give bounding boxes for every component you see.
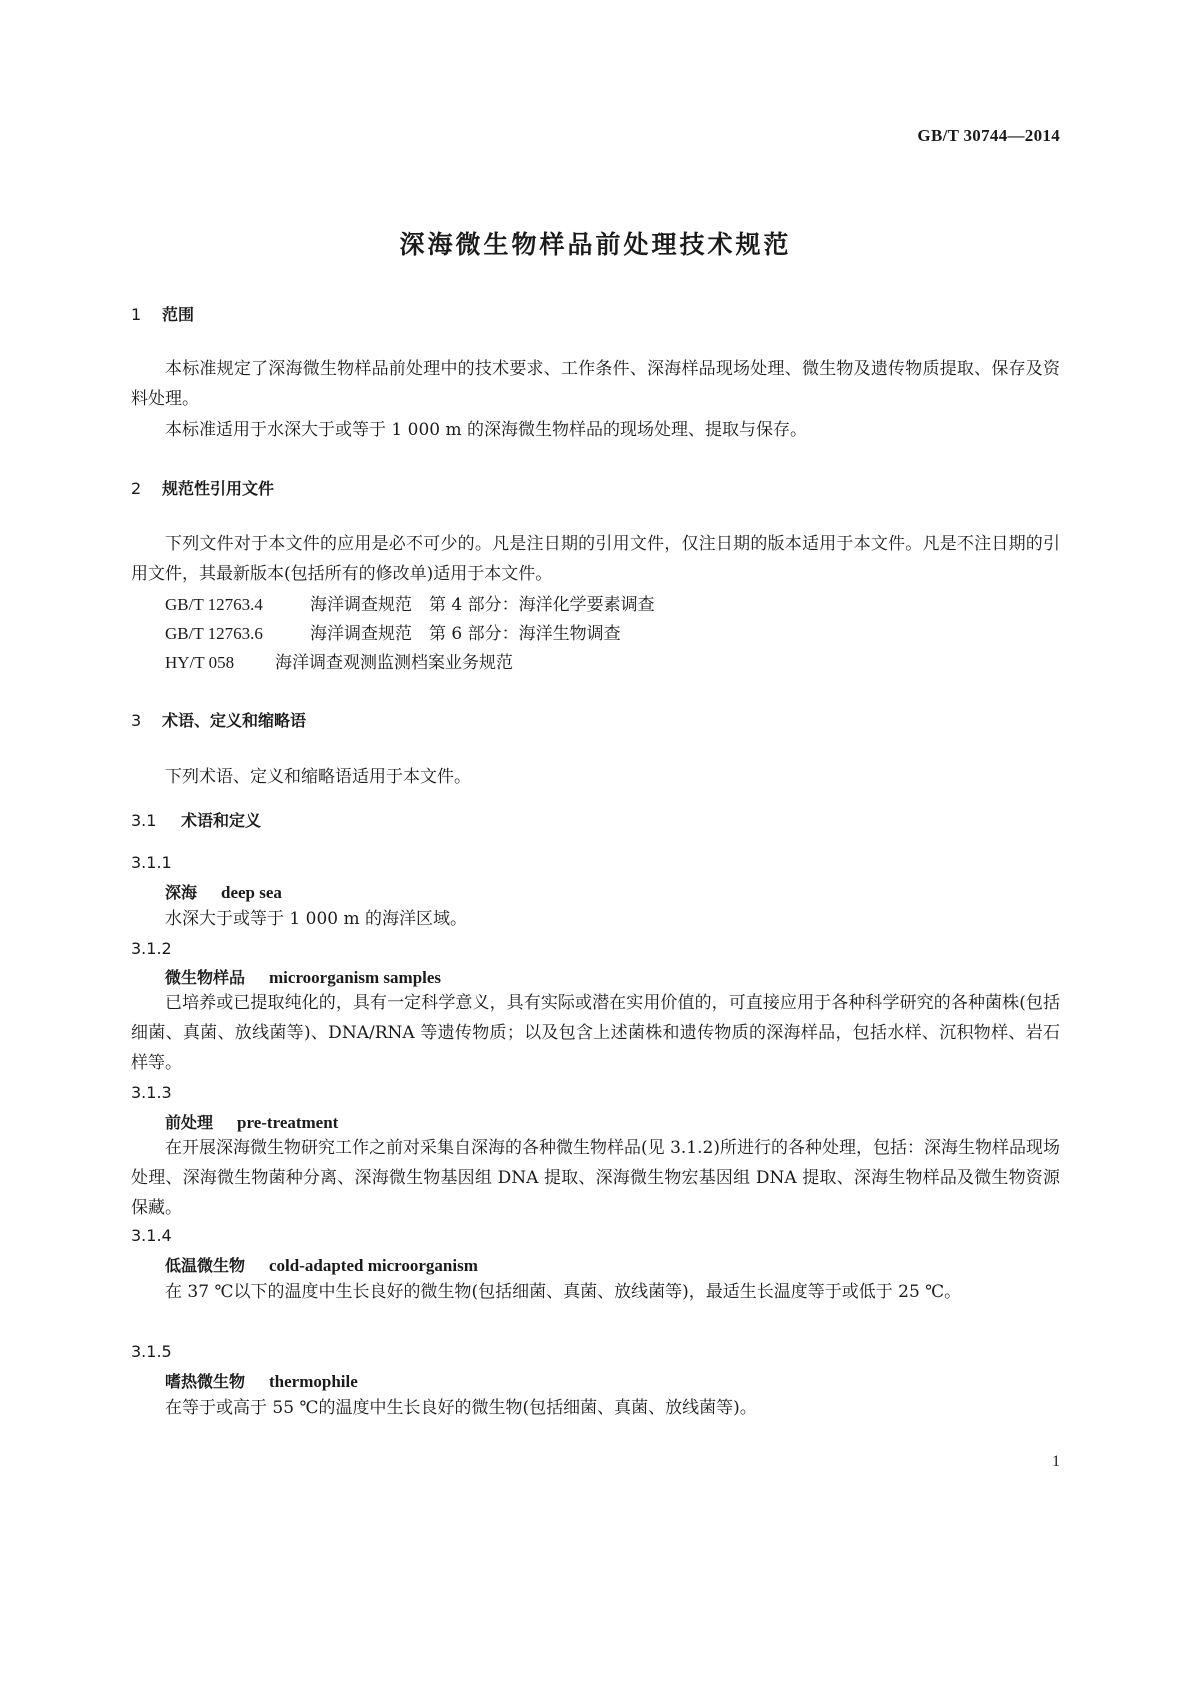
reference-name: 海洋调查规范 第 6 部分：海洋生物调查 [310, 624, 621, 644]
term-number: 3.1.5 [131, 1342, 172, 1361]
term-chinese: 嗜热微生物 [165, 1372, 246, 1391]
term-number: 3.1.3 [131, 1083, 172, 1102]
term-chinese: 低温微生物 [165, 1256, 246, 1275]
term-number: 3.1.4 [131, 1226, 172, 1245]
term-heading [165, 880, 282, 903]
term-english: pre-treatment [237, 1113, 339, 1132]
document-title: 深海微生物样品前处理技术规范 [399, 230, 792, 259]
section-title: 范围 [162, 305, 195, 324]
section-2-heading [131, 476, 274, 499]
term-definition: 在 37 ℃以下的温度中生长良好的微生物(包括细菌、真菌、放线菌等)，最适生长温度等于或低于 25 ℃。 [165, 1282, 962, 1302]
term-heading [165, 1253, 478, 1276]
normative-reference [165, 648, 513, 673]
reference-code: GB/T 12763.4 [165, 595, 263, 614]
term-number: 3.1.2 [131, 939, 172, 958]
term-definition: 在开展深海微生物研究工作之前对采集自深海的各种微生物样品(见 3.1.2)所进行的各种处理，包括：深海生物样品现场处理、深海微生物菌种分离、深海微生物基因组 DNA 提取、深海微生物宏基因组 DNA 提取、深海生物样品及微生物资源保藏。 [131, 1138, 1060, 1218]
term-english: thermophile [269, 1372, 358, 1391]
section-1-heading [131, 302, 194, 325]
term-heading [165, 1369, 358, 1392]
reference-code: HY/T 058 [165, 653, 235, 672]
section-1-paragraph-1: 本标准规定了深海微生物样品前处理中的技术要求、工作条件、深海样品现场处理、微生物及遗传物质提取、保存及资料处理。 [131, 359, 1060, 409]
reference-code: GB/T 12763.6 [165, 624, 263, 643]
section-3-heading [131, 708, 306, 731]
term-definition: 已培养或已提取纯化的，具有一定科学意义，具有实际或潜在实用价值的，可直接应用于各种科学研究的各种菌株(包括细菌、真菌、放线菌等)、DNA/RNA 等遗传物质；以及包含上述菌株和遗传物质的深海样品，包括水样、沉积物样、岩石样等。 [131, 993, 1060, 1073]
term-heading [165, 965, 441, 988]
term-english: cold-adapted microorganism [269, 1256, 478, 1275]
term-chinese: 深海 [165, 883, 198, 902]
term-heading [165, 1110, 338, 1133]
section-title: 规范性引用文件 [162, 479, 275, 498]
section-title: 术语、定义和缩略语 [162, 711, 307, 730]
subsection-number: 3.1 [131, 811, 157, 830]
subsection-title: 术语和定义 [181, 811, 262, 830]
term-english: microorganism samples [269, 968, 442, 987]
normative-reference [165, 590, 655, 615]
reference-name: 海洋调查规范 第 4 部分：海洋化学要素调查 [310, 595, 655, 615]
section-number: 1 [131, 305, 142, 324]
section-number: 2 [131, 479, 142, 498]
term-definition: 水深大于或等于 1 000 m 的海洋区域。 [165, 909, 467, 929]
section-number: 3 [131, 711, 142, 730]
section-1-paragraph-2: 本标准适用于水深大于或等于 1 000 m 的深海微生物样品的现场处理、提取与保存。 [165, 420, 807, 440]
normative-reference [165, 619, 621, 644]
term-definition: 在等于或高于 55 ℃的温度中生长良好的微生物(包括细菌、真菌、放线菌等)。 [165, 1398, 757, 1418]
standard-number: GB/T 30744—2014 [917, 126, 1060, 145]
section-3-paragraph-1: 下列术语、定义和缩略语适用于本文件。 [165, 767, 471, 787]
term-chinese: 微生物样品 [165, 968, 246, 987]
term-english: deep sea [221, 883, 282, 902]
page-number: 1 [1052, 1453, 1060, 1470]
section-2-paragraph-1: 下列文件对于本文件的应用是必不可少的。凡是注日期的引用文件，仅注日期的版本适用于本文件。凡是不注日期的引用文件，其最新版本(包括所有的修改单)适用于本文件。 [131, 534, 1060, 584]
subsection-3-1-heading [131, 808, 261, 831]
term-chinese: 前处理 [165, 1113, 214, 1132]
reference-name: 海洋调查观测监测档案业务规范 [275, 653, 513, 673]
term-number: 3.1.1 [131, 853, 172, 872]
